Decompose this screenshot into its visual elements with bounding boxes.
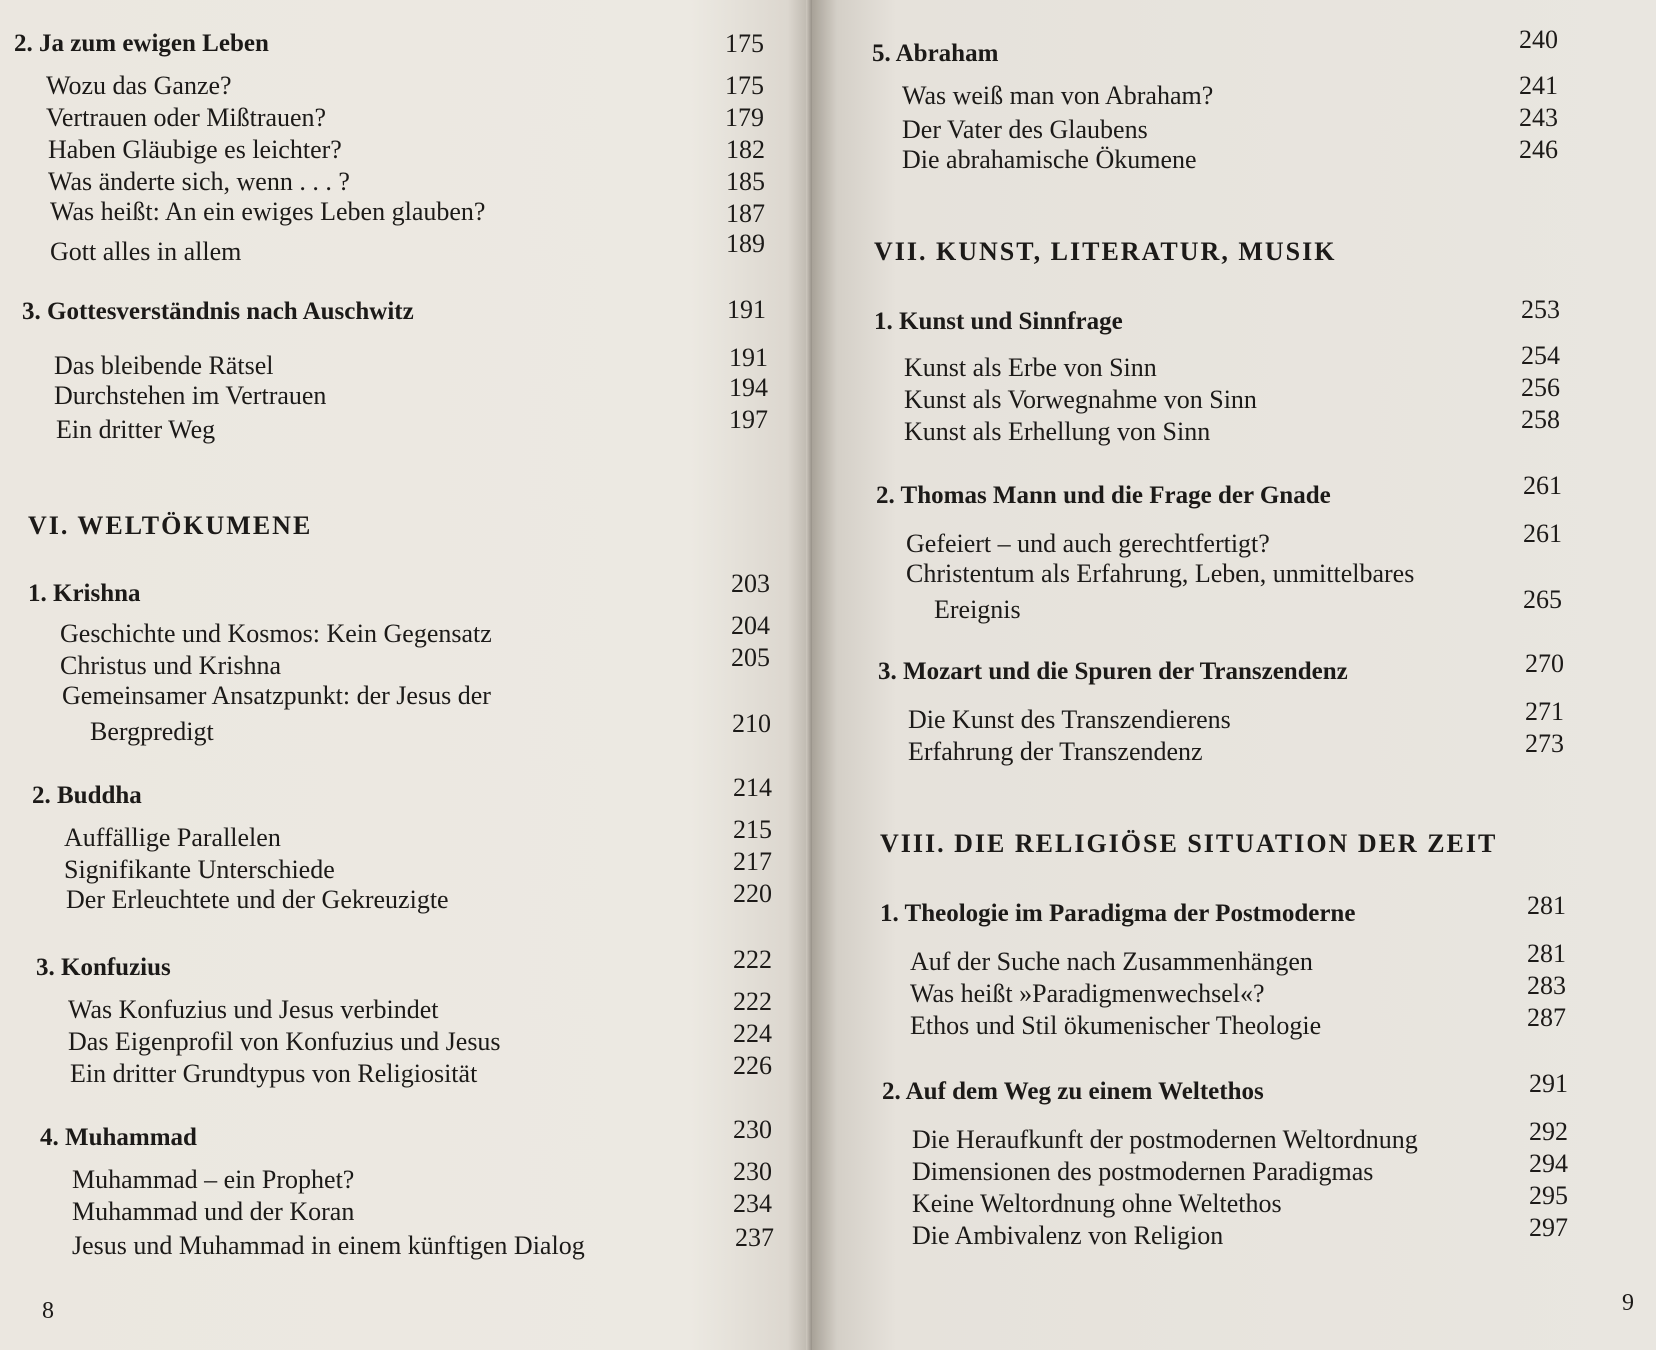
section-heading: 4. Muhammad [40,1124,197,1151]
page-reference: 234 [733,1189,772,1218]
toc-entry: Die Kunst des Transzendierens [908,705,1231,734]
page-reference: 226 [733,1051,772,1080]
page-reference: 295 [1529,1181,1568,1210]
toc-entry: Bergpredigt [90,717,214,746]
section-heading: 1. Krishna [28,580,141,607]
page-number: 9 [1622,1290,1634,1316]
toc-entry: Kunst als Erhellung von Sinn [904,417,1211,446]
page-reference: 194 [729,373,768,402]
section-heading: 1. Theologie im Paradigma der Postmoderne [880,900,1356,927]
page-reference: 230 [733,1157,772,1186]
toc-entry: Ein dritter Weg [56,415,216,444]
page-reference: 243 [1519,103,1558,132]
part-heading: VIII. DIE RELIGIÖSE SITUATION DER ZEIT [880,829,1498,858]
section-heading: 3. Konfuzius [36,954,171,981]
page-reference: 281 [1527,939,1566,968]
page-reference: 203 [731,569,770,598]
toc-entry: Gefeiert – und auch gerechtfertigt? [906,529,1270,558]
page-reference: 205 [731,643,770,672]
page-reference: 240 [1519,25,1558,54]
toc-entry: Was änderte sich, wenn . . . ? [48,167,350,196]
toc-entry: Christentum als Erfahrung, Leben, unmittelbares [906,559,1415,588]
page-reference: 217 [733,847,772,876]
page-reference: 297 [1529,1213,1568,1242]
toc-entry: Die Heraufkunft der postmodernen Weltordnung [912,1125,1418,1154]
section-heading: 2. Thomas Mann und die Frage der Gnade [876,482,1331,509]
toc-entry: Gemeinsamer Ansatzpunkt: der Jesus der [62,681,491,710]
toc-entry: Auffällige Parallelen [64,823,281,852]
page-reference: 175 [725,29,764,58]
toc-entry: Was weiß man von Abraham? [902,81,1214,110]
section-heading: 1. Kunst und Sinnfrage [874,308,1123,335]
toc-entry: Muhammad – ein Prophet? [72,1165,355,1194]
left-page [0,0,812,1350]
page-reference: 261 [1523,471,1562,500]
section-heading: 2. Buddha [32,782,142,809]
toc-entry: Das bleibende Rätsel [54,351,274,380]
page-reference: 215 [733,815,772,844]
page-reference: 253 [1521,295,1560,324]
page-reference: 283 [1527,971,1566,1000]
toc-entry: Durchstehen im Vertrauen [54,381,327,410]
toc-entry: Keine Weltordnung ohne Weltethos [912,1189,1282,1218]
toc-entry: Muhammad und der Koran [72,1197,355,1226]
page-reference: 182 [726,135,765,164]
section-heading: 3. Gottesverständnis nach Auschwitz [22,298,414,325]
page-reference: 292 [1529,1117,1568,1146]
toc-entry: Die Ambivalenz von Religion [912,1221,1224,1250]
page-reference: 187 [726,199,765,228]
page-reference: 230 [733,1115,772,1144]
toc-entry: Der Erleuchtete und der Gekreuzigte [66,885,449,914]
page-reference: 224 [733,1019,772,1048]
page-reference: 185 [726,167,765,196]
section-heading: 3. Mozart und die Spuren der Transzendenz [878,658,1348,685]
page-reference: 191 [727,295,766,324]
page-reference: 191 [729,343,768,372]
toc-entry: Signifikante Unterschiede [64,855,335,884]
right-page [812,0,1656,1350]
toc-entry: Kunst als Erbe von Sinn [904,353,1157,382]
page-reference: 222 [733,945,772,974]
section-heading: 2. Ja zum ewigen Leben [14,30,269,57]
page-reference: 246 [1519,135,1558,164]
part-heading: VI. WELTÖKUMENE [28,511,313,540]
page-reference: 265 [1523,585,1562,614]
toc-entry: Kunst als Vorwegnahme von Sinn [904,385,1257,414]
page-reference: 270 [1525,649,1564,678]
toc-entry: Haben Gläubige es leichter? [48,135,342,164]
toc-entry: Was heißt »Paradigmenwechsel«? [910,979,1265,1008]
page-number: 8 [42,1298,54,1324]
page-reference: 291 [1529,1069,1568,1098]
part-heading: VII. KUNST, LITERATUR, MUSIK [874,237,1337,266]
toc-entry: Vertrauen oder Mißtrauen? [46,103,327,132]
page-reference: 214 [733,773,772,802]
page-reference: 273 [1525,729,1564,758]
page-reference: 256 [1521,373,1560,402]
page-reference: 179 [725,103,764,132]
page-reference: 287 [1527,1003,1566,1032]
page-reference: 258 [1521,405,1560,434]
page-reference: 281 [1527,891,1566,920]
toc-entry: Dimensionen des postmodernen Paradigmas [912,1157,1374,1186]
toc-entry: Christus und Krishna [60,651,281,680]
page-reference: 271 [1525,697,1564,726]
toc-entry: Wozu das Ganze? [46,71,232,100]
section-heading: 2. Auf dem Weg zu einem Weltethos [882,1078,1264,1105]
toc-entry: Erfahrung der Transzendenz [908,737,1203,766]
page-reference: 220 [733,879,772,908]
page-reference: 254 [1521,341,1560,370]
toc-entry: Ethos und Stil ökumenischer Theologie [910,1011,1322,1040]
page-reference: 204 [731,611,770,640]
toc-entry: Die abrahamische Ökumene [902,145,1197,174]
toc-entry: Das Eigenprofil von Konfuzius und Jesus [68,1027,501,1056]
section-heading: 5. Abraham [872,40,999,67]
toc-entry: Geschichte und Kosmos: Kein Gegensatz [60,619,492,648]
page-reference: 261 [1523,519,1562,548]
page-reference: 237 [735,1223,774,1252]
toc-entry: Was heißt: An ein ewiges Leben glauben? [50,197,486,226]
page-reference: 241 [1519,71,1558,100]
toc-entry: Ereignis [934,595,1021,624]
page-reference: 189 [726,229,765,258]
toc-entry: Ein dritter Grundtypus von Religiosität [70,1059,478,1088]
toc-entry: Der Vater des Glaubens [902,115,1148,144]
toc-entry: Auf der Suche nach Zusammenhängen [910,947,1313,976]
toc-entry: Gott alles in allem [50,237,242,266]
page-reference: 210 [732,709,771,738]
page-reference: 222 [733,987,772,1016]
page-reference: 294 [1529,1149,1568,1178]
page-reference: 175 [725,71,764,100]
toc-entry: Was Konfuzius und Jesus verbindet [68,995,439,1024]
toc-entry: Jesus und Muhammad in einem künftigen Dialog [72,1231,585,1260]
page-reference: 197 [729,405,768,434]
